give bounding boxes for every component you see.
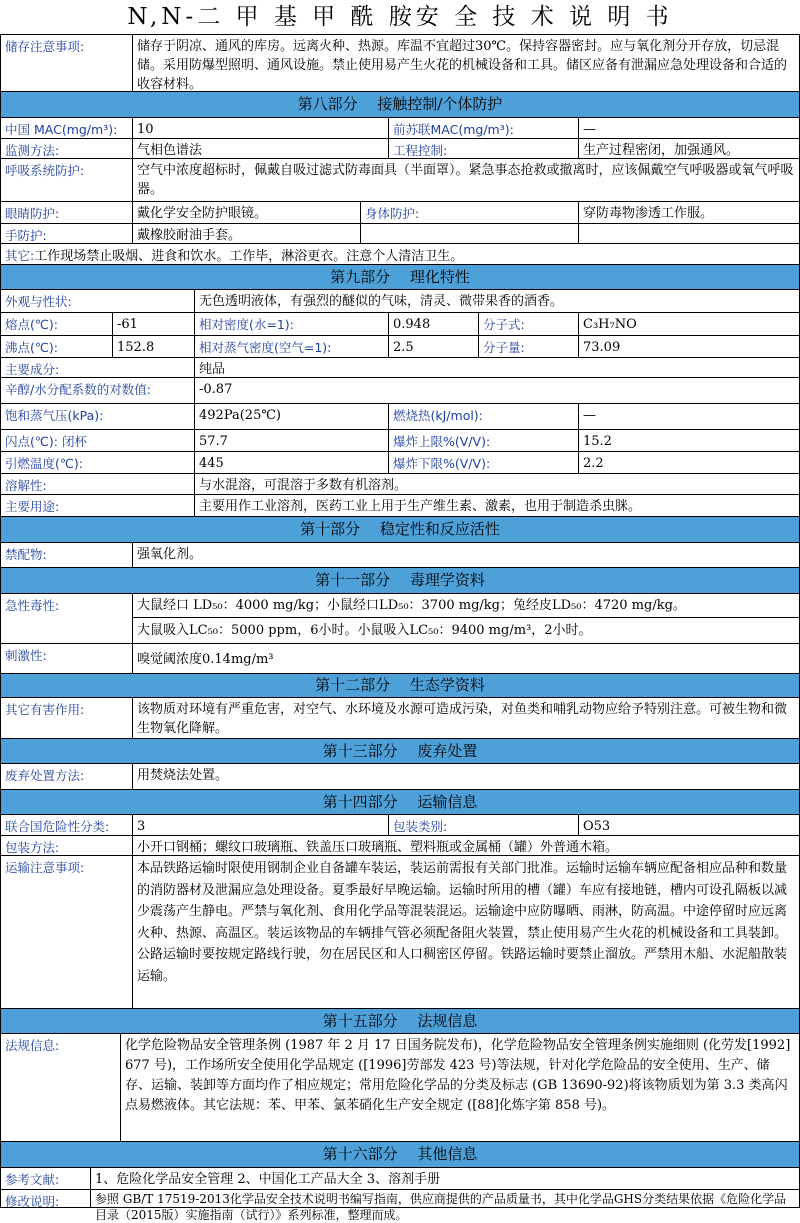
ref-label: 参考文献: bbox=[0, 1168, 90, 1190]
resp-label: 呼吸系统防护: bbox=[0, 159, 132, 202]
acute-value-1: 大鼠经口 LD₅₀：4000 mg/kg；小鼠经口LD₅₀：3700 mg/kg；兔经皮LD₅₀：4720 mg/kg。 bbox=[133, 594, 799, 618]
section-9-header bbox=[0, 265, 800, 290]
reg-value: 化学危险物品安全管理条例 (1987 年 2 月 17 日国务院发布)，化学危险物品安全管理条例实施细则 (化劳发[1992] 677 号)，工作场所安全使用化学品规定 ([1996]劳部发 423 号)等法规，针对化学危险品的安全使用、生产、储存、运输、装卸等方面均作了相应规定；常用危险化学品的分类及标志 (GB 13690-92)将该物质划为第 3.3 类高闪点易燃液体。其它法规：苯、甲苯、氯苯硝化生产安全规定 ([88]化炼字第 858 号)。 bbox=[120, 1034, 800, 1142]
pack-cat-label: 包装类别: bbox=[388, 815, 578, 836]
mac-cn-value: 10 bbox=[132, 118, 388, 139]
use-row bbox=[0, 495, 800, 517]
mac-su-value: — bbox=[578, 118, 800, 139]
composition-label: 主要成分: bbox=[0, 358, 194, 378]
flash-label: 闪点(℃): 闭杯 bbox=[0, 430, 194, 452]
disposal-label: 废弃处置方法: bbox=[0, 764, 132, 790]
vp-row bbox=[0, 404, 800, 430]
section-13-header bbox=[0, 739, 800, 764]
pack-method-row bbox=[0, 836, 800, 856]
rel-density-value: 0.948 bbox=[388, 313, 478, 336]
mac-su-label: 前苏联MAC(mg/m³): bbox=[388, 118, 578, 139]
acute-value-2: 大鼠吸入LC₅₀：5000 ppm，6小时。小鼠吸入LC₅₀：9400 mg/m³，2小时。 bbox=[137, 623, 592, 638]
pack-method-value: 小开口钢桶；螺纹口玻璃瓶、铁盖压口玻璃瓶、塑料瓶或金属桶（罐）外普通木箱。 bbox=[132, 836, 800, 856]
body-value: 穿防毒物渗透工作服。 bbox=[578, 202, 800, 224]
solubility-label: 溶解性: bbox=[0, 474, 194, 495]
mw-value: 73.09 bbox=[578, 336, 800, 358]
eco-row bbox=[0, 698, 800, 739]
other-cell bbox=[0, 244, 800, 265]
acute-values bbox=[132, 594, 800, 644]
uel-label: 爆炸上限%(V/V): bbox=[388, 430, 578, 452]
section-15-header bbox=[0, 1009, 800, 1034]
ignition-row bbox=[0, 452, 800, 474]
eng-label: 工程控制: bbox=[388, 139, 578, 159]
formula-label: 分子式: bbox=[478, 313, 578, 336]
page-title: N,N-二 甲 基 甲 酰 胺安 全 技 术 说 明 书 bbox=[127, 4, 673, 30]
heat-label: 燃烧热(kJ/mol): bbox=[388, 404, 578, 430]
section-13-title: 第十三部分 废弃处置 bbox=[322, 742, 478, 760]
hand-row bbox=[0, 224, 800, 244]
vp-value: 492Pa(25℃) bbox=[194, 404, 388, 430]
storage-row bbox=[0, 35, 800, 92]
monitor-label: 监测方法: bbox=[0, 139, 132, 159]
eng-value: 生产过程密闭，加强通风。 bbox=[578, 139, 800, 159]
mac-row bbox=[0, 118, 800, 139]
section-11-title: 第十一部分 毒理学资料 bbox=[315, 571, 485, 589]
use-value: 主要用作工业溶剂，医药工业上用于生产维生素、激素，也用于制造杀虫脒。 bbox=[194, 495, 800, 517]
eco-value: 该物质对环境有严重危害，对空气、水环境及水源可造成污染，对鱼类和哺乳动物应给予特别注意。可被生物和微生物氧化降解。 bbox=[132, 698, 800, 739]
logp-label: 辛醇/水分配系数的对数值: bbox=[0, 378, 194, 404]
rev-value: 参照 GB/T 17519-2013化学品安全技术说明书编写指南，供应商提供的产品质量书，其中化学品GHS分类结果依据《危险化学品目录（2015版）实施指南（试行）》系列标准，整理而成。 bbox=[90, 1190, 800, 1208]
bp-value: 152.8 bbox=[112, 336, 194, 358]
logp-value: -0.87 bbox=[194, 378, 800, 404]
appearance-row bbox=[0, 290, 800, 313]
un-value: 3 bbox=[132, 815, 388, 836]
rel-density-label: 相对密度(水=1): bbox=[194, 313, 388, 336]
ref-value: 1、危险化学品安全管理 2、中国化工产品大全 3、溶剂手册 bbox=[90, 1168, 800, 1190]
rev-label: 修改说明: bbox=[0, 1190, 90, 1208]
acute-label: 急性毒性: bbox=[0, 594, 132, 644]
appearance-label: 外观与性状: bbox=[0, 290, 194, 313]
reg-row bbox=[0, 1034, 800, 1142]
monitor-row bbox=[0, 139, 800, 159]
logp-row bbox=[0, 378, 800, 404]
pack-cat-value: O53 bbox=[578, 815, 800, 836]
resp-row bbox=[0, 159, 800, 202]
solubility-row bbox=[0, 474, 800, 495]
solubility-value: 与水混溶，可混溶于多数有机溶剂。 bbox=[194, 474, 800, 495]
hand-label: 手防护: bbox=[0, 224, 132, 244]
section-14-title: 第十四部分 运输信息 bbox=[322, 793, 478, 811]
lel-label: 爆炸下限%(V/V): bbox=[388, 452, 578, 474]
resp-value: 空气中浓度超标时，佩戴自吸过滤式防毒面具（半面罩）。紧急事态抢救或撤离时，应该佩戴空气呼吸器或氧气呼吸器。 bbox=[132, 159, 800, 202]
other-value: 工作现场禁止吸烟、进食和饮水。工作毕，淋浴更衣。注意个人清洁卫生。 bbox=[34, 249, 464, 264]
section-8-title: 第八部分 接触控制/个体防护 bbox=[297, 95, 503, 113]
hand-empty-1 bbox=[360, 224, 578, 244]
vapor-density-label: 相对蒸气密度(空气=1): bbox=[194, 336, 388, 358]
monitor-value: 气相色谱法 bbox=[132, 139, 388, 159]
mw-label: 分子量: bbox=[478, 336, 578, 358]
eye-row bbox=[0, 202, 800, 224]
section-11-header bbox=[0, 568, 800, 594]
heat-value: — bbox=[578, 404, 800, 430]
rev-row bbox=[0, 1190, 800, 1222]
section-14-header bbox=[0, 790, 800, 815]
eye-label: 眼睛防护: bbox=[0, 202, 132, 224]
storage-label: 储存注意事项: bbox=[0, 35, 132, 92]
irritation-row bbox=[0, 644, 800, 674]
transport-row bbox=[0, 856, 800, 1009]
incompat-value: 强氧化剂。 bbox=[132, 543, 800, 568]
section-16-header bbox=[0, 1142, 800, 1168]
vapor-density-value: 2.5 bbox=[388, 336, 478, 358]
flash-value: 57.7 bbox=[194, 430, 388, 452]
hand-empty-2 bbox=[578, 224, 800, 244]
eye-value: 戴化学安全防护眼镜。 bbox=[132, 202, 360, 224]
body-label: 身体防护: bbox=[360, 202, 578, 224]
lel-value: 2.2 bbox=[578, 452, 800, 474]
un-row bbox=[0, 815, 800, 836]
eco-label: 其它有害作用: bbox=[0, 698, 132, 739]
section-15-title: 第十五部分 法规信息 bbox=[322, 1012, 478, 1030]
acute-row bbox=[0, 594, 800, 644]
incompat-label: 禁配物: bbox=[0, 543, 132, 568]
mp-row bbox=[0, 313, 800, 336]
other-label: 其它: bbox=[5, 248, 35, 263]
ref-row bbox=[0, 1168, 800, 1190]
composition-row bbox=[0, 358, 800, 378]
section-16-title: 第十六部分 其他信息 bbox=[322, 1145, 478, 1163]
uel-value: 15.2 bbox=[578, 430, 800, 452]
irritation-value: 嗅觉阈浓度0.14mg/m³ bbox=[132, 644, 800, 674]
other-row bbox=[0, 244, 800, 265]
irritation-label: 刺激性: bbox=[0, 644, 132, 674]
un-label: 联合国危险性分类: bbox=[0, 815, 132, 836]
reg-label: 法规信息: bbox=[0, 1034, 120, 1142]
vp-label: 饱和蒸气压(kPa): bbox=[0, 404, 194, 430]
transport-label: 运输注意事项: bbox=[0, 856, 132, 1009]
bp-label: 沸点(℃): bbox=[0, 336, 112, 358]
storage-value: 储存于阴凉、通风的库房。远离火种、热源。库温不宜超过30℃。保持容器密封。应与氧化剂分开存放，切忌混储。采用防爆型照明、通风设施。禁止使用易产生火花的机械设备和工具。储区应备有泄漏应急处理设备和合适的收容材料。 bbox=[132, 35, 800, 92]
use-label: 主要用途: bbox=[0, 495, 194, 517]
appearance-value: 无色透明液体，有强烈的醚似的气味，清灵、微带果香的酒香。 bbox=[194, 290, 800, 313]
formula-value: C₃H₇NO bbox=[578, 313, 800, 336]
incompat-row bbox=[0, 543, 800, 568]
section-12-title: 第十二部分 生态学资料 bbox=[315, 676, 485, 694]
composition-value: 纯品 bbox=[194, 358, 800, 378]
hand-value: 戴橡胶耐油手套。 bbox=[132, 224, 360, 244]
ignition-label: 引燃温度(℃): bbox=[0, 452, 194, 474]
flash-row bbox=[0, 430, 800, 452]
disposal-value: 用焚烧法处置。 bbox=[132, 764, 800, 790]
mac-cn-label: 中国 MAC(mg/m³): bbox=[0, 118, 132, 139]
bp-row bbox=[0, 336, 800, 358]
ignition-value: 445 bbox=[194, 452, 388, 474]
section-12-header bbox=[0, 674, 800, 698]
section-9-title: 第九部分 理化特性 bbox=[330, 268, 470, 286]
section-10-header bbox=[0, 517, 800, 543]
pack-method-label: 包装方法: bbox=[0, 836, 132, 856]
mp-value: -61 bbox=[112, 313, 194, 336]
disposal-row bbox=[0, 764, 800, 790]
section-10-title: 第十部分 稳定性和反应活性 bbox=[300, 520, 500, 538]
section-8-header bbox=[0, 92, 800, 118]
transport-value: 本品铁路运输时限使用钢制企业自备罐车装运，装运前需报有关部门批准。运输时运输车辆应配备相应品种和数量的消防器材及泄漏应急处理设备。夏季最好早晚运输。运输时所用的槽（罐）车应有接地链，槽内可设孔隔板以减少震荡产生静电。严禁与氧化剂、食用化学品等混装混运。运输途中应防曝晒、雨淋，防高温。中途停留时应远离火种、热源、高温区。装运该物品的车辆排气管必须配备阻火装置，禁止使用易产生火花的机械设备和工具装卸。公路运输时要按规定路线行驶，勿在居民区和人口稠密区停留。铁路运输时要禁止溜放。严禁用木船、水泥船散装运输。 bbox=[132, 856, 800, 1009]
mp-label: 熔点(℃): bbox=[0, 313, 112, 336]
